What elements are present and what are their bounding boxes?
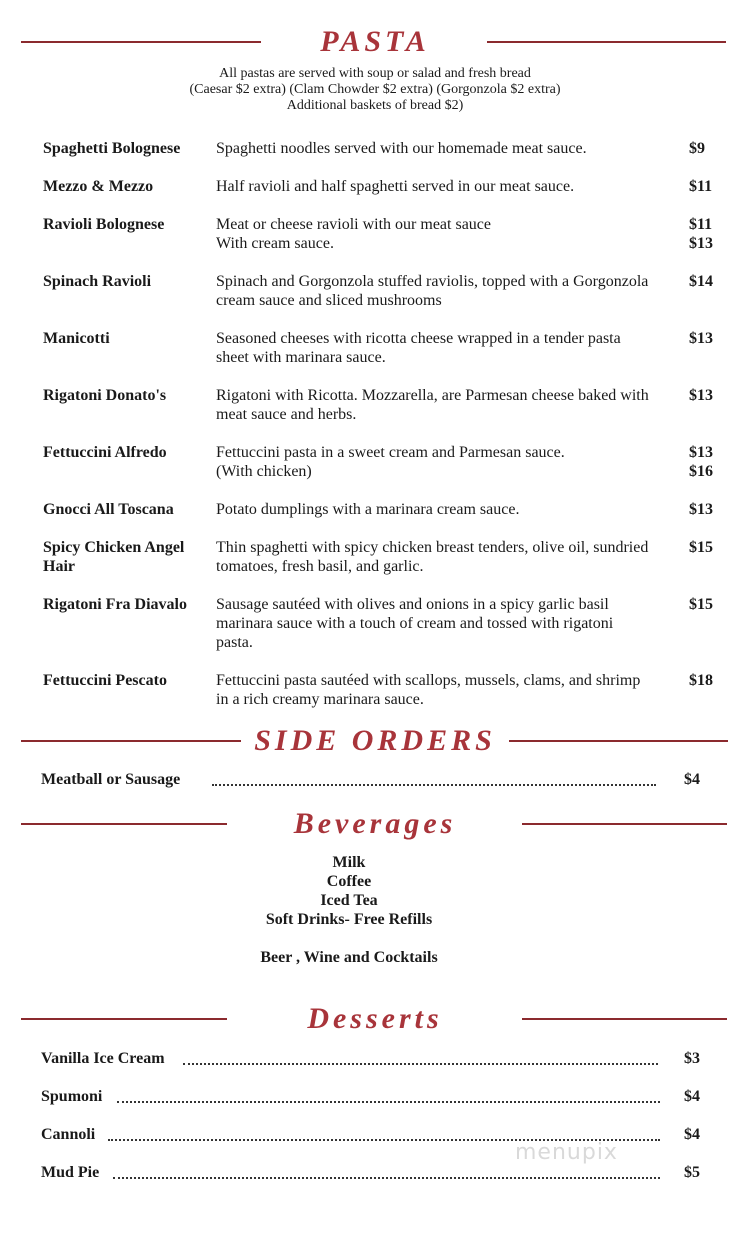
item-name: Manicotti <box>43 330 110 347</box>
dessert-item <box>0 1048 750 1070</box>
item-price <box>689 386 713 405</box>
item-description <box>216 139 686 158</box>
beverage-list <box>0 853 698 929</box>
item-description <box>216 443 686 481</box>
desserts-section-header <box>0 999 750 1039</box>
side-order-item <box>0 769 750 791</box>
description-line: (With chicken) <box>216 463 312 480</box>
item-description <box>216 538 686 576</box>
intro-line: Additional baskets of bread $2) <box>286 98 464 113</box>
item-description <box>216 386 686 424</box>
item-description <box>216 215 686 253</box>
description-line: With cream sauce. <box>216 235 334 252</box>
dot-leader <box>183 1063 658 1065</box>
item-name: Mezzo & Mezzo <box>43 178 154 195</box>
item-description <box>216 177 686 196</box>
section-title: Beverages <box>293 807 457 840</box>
description-line: pasta. <box>216 634 253 651</box>
intro-line: (Caesar $2 extra) (Clam Chowder $2 extra) (Gorgonzola $2 extra) <box>189 82 561 97</box>
item-description <box>216 329 686 367</box>
dessert-item <box>0 1086 750 1108</box>
item-name: Spaghetti Bolognese <box>43 140 181 157</box>
beverage-item: Soft Drinks- Free Refills <box>265 911 433 928</box>
price-value: $11 <box>689 216 713 233</box>
item-name: Vanilla Ice Cream <box>41 1050 165 1067</box>
item-name: Fettuccini Pescato <box>43 672 167 689</box>
price-value: $15 <box>689 596 713 613</box>
item-price: $4 <box>684 1088 700 1105</box>
description-line: Spaghetti noodles served with our homemade meat sauce. <box>216 140 587 157</box>
price-value: $13 <box>689 330 713 347</box>
item-price <box>689 139 705 158</box>
price-value: $9 <box>689 140 705 157</box>
item-price: $4 <box>684 1126 700 1143</box>
item-description <box>216 595 686 652</box>
beverage-item: Iced Tea <box>320 892 378 909</box>
price-value: $16 <box>689 463 713 480</box>
description-line: meat sauce and herbs. <box>216 406 357 423</box>
section-title: PASTA <box>320 25 430 58</box>
description-line: Rigatoni with Ricotta. Mozzarella, are Parmesan cheese baked with <box>216 387 649 404</box>
item-price: $5 <box>684 1164 700 1181</box>
price-value: $14 <box>689 273 713 290</box>
intro-line: All pastas are served with soup or salad and fresh bread <box>219 66 531 81</box>
pasta-section-header <box>0 22 750 62</box>
item-price <box>689 595 713 614</box>
item-name: Spinach Ravioli <box>43 273 152 290</box>
item-description <box>216 500 686 519</box>
item-name: Ravioli Bolognese <box>43 216 165 233</box>
description-line: Spinach and Gorgonzola stuffed raviolis, topped with a Gorgonzola <box>216 273 649 290</box>
description-line: cream sauce and sliced mushrooms <box>216 292 442 309</box>
description-line: Meat or cheese ravioli with our meat sauce <box>216 216 491 233</box>
item-price: $4 <box>684 771 700 788</box>
item-description <box>216 671 686 709</box>
price-value: $18 <box>689 672 713 689</box>
item-price <box>689 538 713 557</box>
price-value: $13 <box>689 444 713 461</box>
description-line: Half ravioli and half spaghetti served in our meat sauce. <box>216 178 575 195</box>
section-title: SIDE ORDERS <box>254 724 496 757</box>
item-price <box>689 215 713 253</box>
beverages-section-header <box>0 804 750 844</box>
item-description <box>216 272 686 310</box>
item-price <box>689 500 713 519</box>
description-line: in a rich creamy marinara sauce. <box>216 691 424 708</box>
item-price <box>689 177 712 196</box>
item-price: $3 <box>684 1050 700 1067</box>
beverage-item: Milk <box>332 854 366 871</box>
description-line: Potato dumplings with a marinara cream sauce. <box>216 501 520 518</box>
dessert-item <box>0 1162 750 1184</box>
description-line: Thin spaghetti with spicy chicken breast tenders, olive oil, sundried <box>216 539 649 556</box>
pasta-intro <box>0 66 750 114</box>
item-name: Rigatoni Donato's <box>43 387 167 404</box>
dot-leader <box>117 1101 660 1103</box>
item-name: Mud Pie <box>41 1164 100 1181</box>
description-line: tomatoes, fresh basil, and garlic. <box>216 558 424 575</box>
item-price <box>689 329 713 348</box>
item-name: Meatball or Sausage <box>41 771 181 788</box>
dot-leader <box>212 784 656 786</box>
dot-leader <box>113 1177 660 1179</box>
item-name: Spicy Chicken Angel Hair <box>43 539 185 575</box>
section-title: Desserts <box>307 1002 443 1035</box>
price-value: $15 <box>689 539 713 556</box>
price-value: $11 <box>689 178 713 195</box>
item-price <box>689 671 713 690</box>
item-name: Spumoni <box>41 1088 103 1105</box>
beverage-item: Coffee <box>326 873 372 890</box>
beverage-alcohol-note: Beer , Wine and Cocktails <box>260 949 438 966</box>
item-name: Rigatoni Fra Diavalo <box>43 596 187 613</box>
description-line: sheet with marinara sauce. <box>216 349 386 366</box>
description-line: Fettuccini pasta sautéed with scallops, mussels, clams, and shrimp <box>216 672 641 689</box>
description-line: Sausage sautéed with olives and onions in a spicy garlic basil <box>216 596 609 613</box>
item-price <box>689 272 713 291</box>
description-line: Fettuccini pasta in a sweet cream and Parmesan sauce. <box>216 444 565 461</box>
side-orders-section-header <box>0 721 750 761</box>
price-value: $13 <box>689 501 713 518</box>
watermark: menupix <box>515 1140 618 1165</box>
item-name: Gnocci All Toscana <box>43 501 174 518</box>
item-name: Cannoli <box>41 1126 96 1143</box>
item-price <box>689 443 713 481</box>
dessert-item <box>0 1124 750 1146</box>
description-line: Seasoned cheeses with ricotta cheese wrapped in a tender pasta <box>216 330 621 347</box>
item-name: Fettuccini Alfredo <box>43 444 167 461</box>
price-value: $13 <box>689 387 713 404</box>
description-line: marinara sauce with a touch of cream and tossed with rigatoni <box>216 615 614 632</box>
price-value: $13 <box>689 235 713 252</box>
